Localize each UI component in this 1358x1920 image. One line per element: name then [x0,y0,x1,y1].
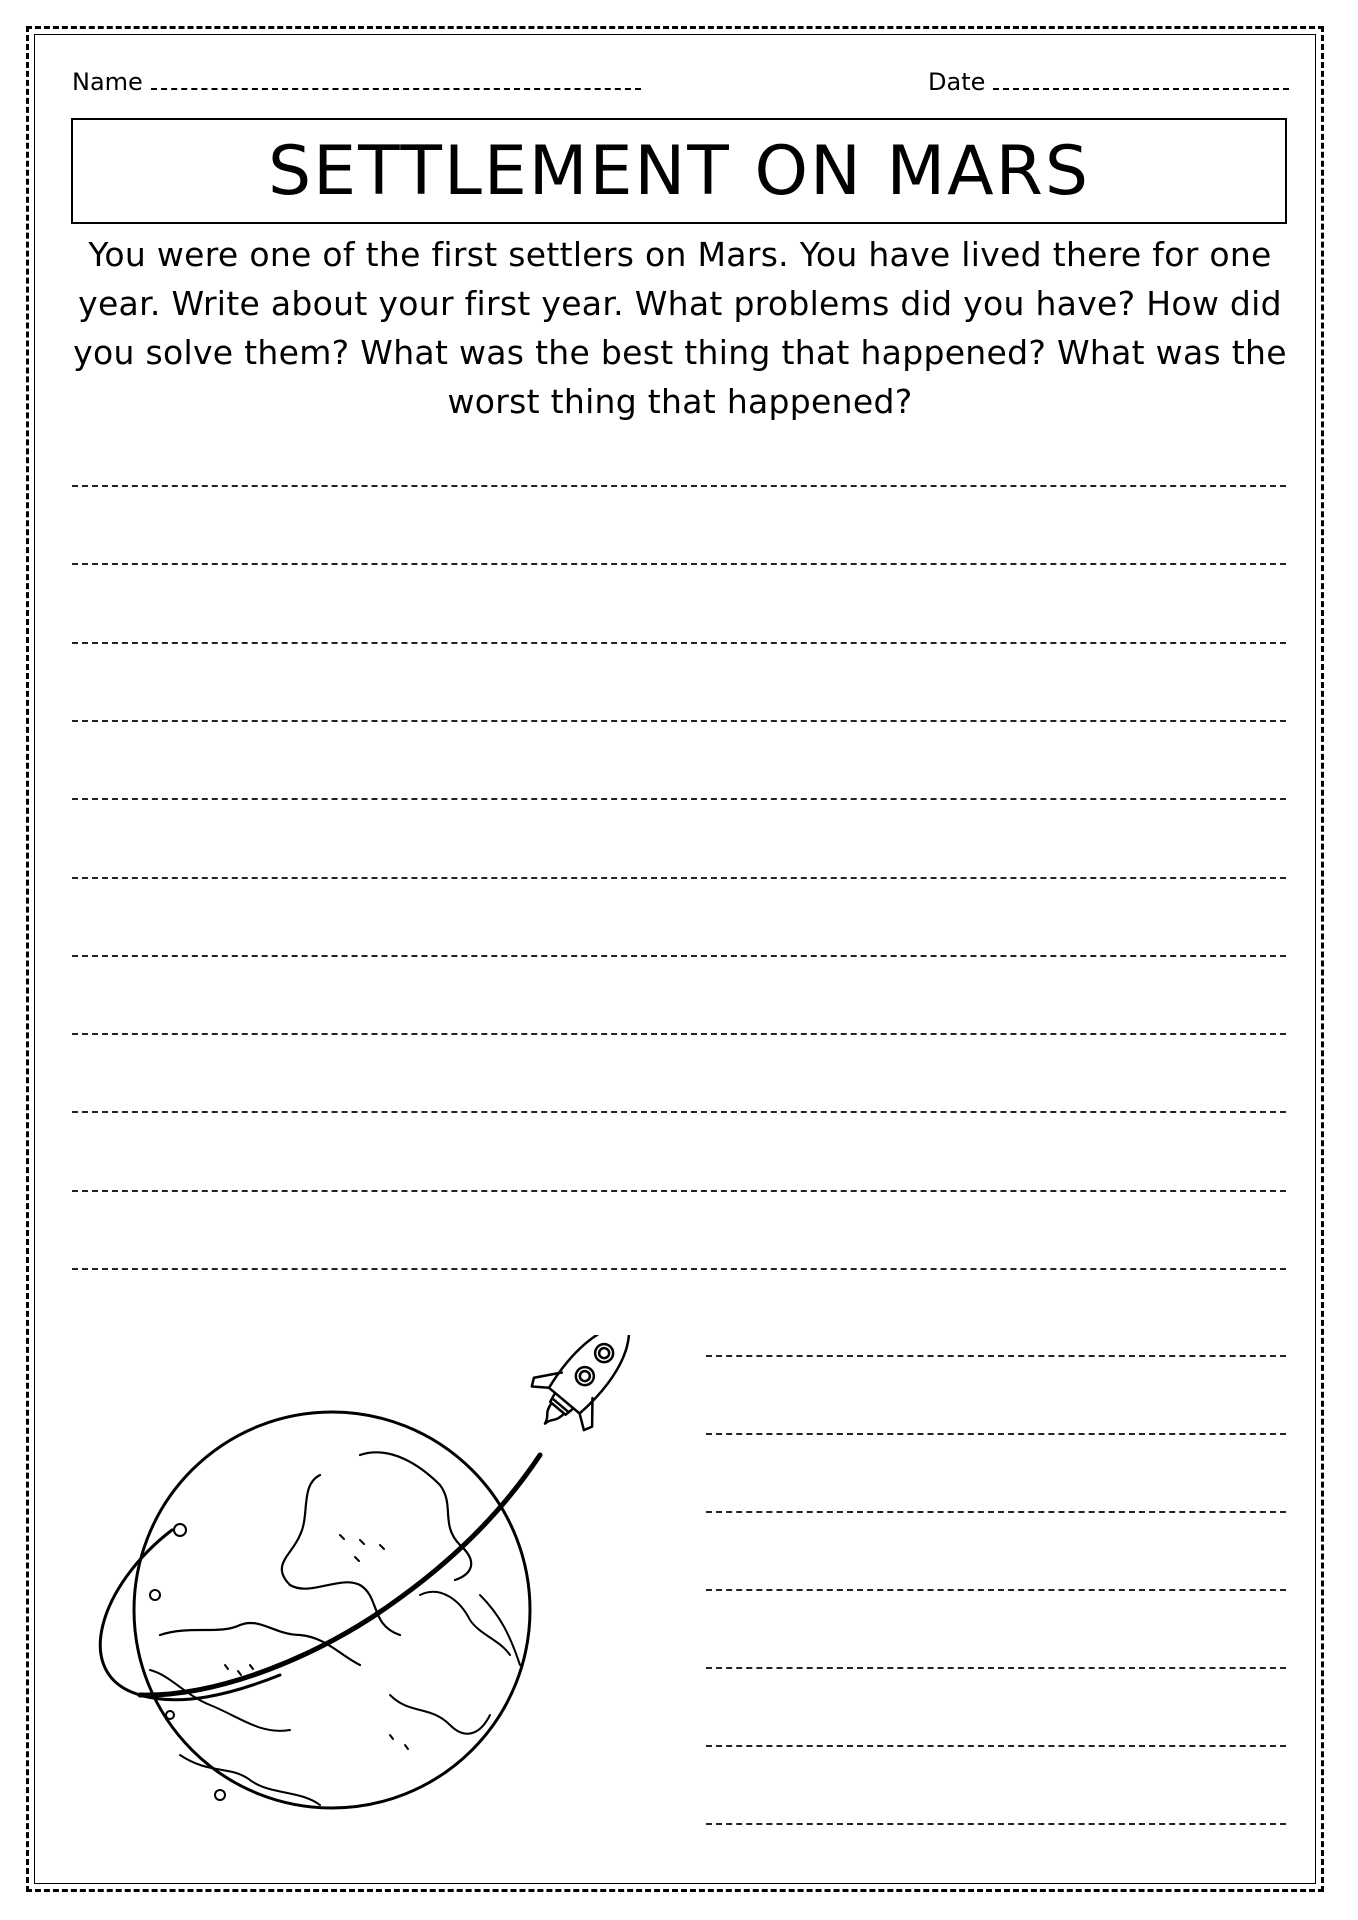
writing-line[interactable] [72,1190,1286,1192]
writing-line-short[interactable] [706,1823,1286,1825]
mars-illustration [60,1335,680,1865]
name-label: Name [72,68,143,96]
writing-line[interactable] [72,720,1286,722]
date-field[interactable] [928,68,1289,96]
writing-line[interactable] [72,877,1286,879]
planet-icon [100,1412,540,1808]
writing-line-short[interactable] [706,1745,1286,1747]
writing-line[interactable] [72,798,1286,800]
name-input-line[interactable] [151,70,641,90]
date-input-line[interactable] [993,70,1289,90]
writing-line-short[interactable] [706,1589,1286,1591]
writing-line-short[interactable] [706,1667,1286,1669]
writing-line[interactable] [72,642,1286,644]
writing-line[interactable] [72,1033,1286,1035]
name-field[interactable] [72,68,641,96]
date-label: Date [928,68,986,96]
rocket-icon [516,1335,658,1448]
writing-line[interactable] [72,485,1286,487]
title-box [71,118,1287,224]
writing-line[interactable] [72,563,1286,565]
writing-line[interactable] [72,1111,1286,1113]
writing-line[interactable] [72,955,1286,957]
writing-prompt: You were one of the first settlers on Mars. You have lived there for one year. Write about your first year. What problems did you have? How did you solve them? What was the best thing that happened? What was the worst thing that happened? [73,235,1287,421]
writing-line-short[interactable] [706,1511,1286,1513]
writing-line-short[interactable] [706,1433,1286,1435]
writing-line-short[interactable] [706,1355,1286,1357]
page-title: SETTLEMENT ON MARS [267,131,1091,211]
writing-line[interactable] [72,1268,1286,1270]
